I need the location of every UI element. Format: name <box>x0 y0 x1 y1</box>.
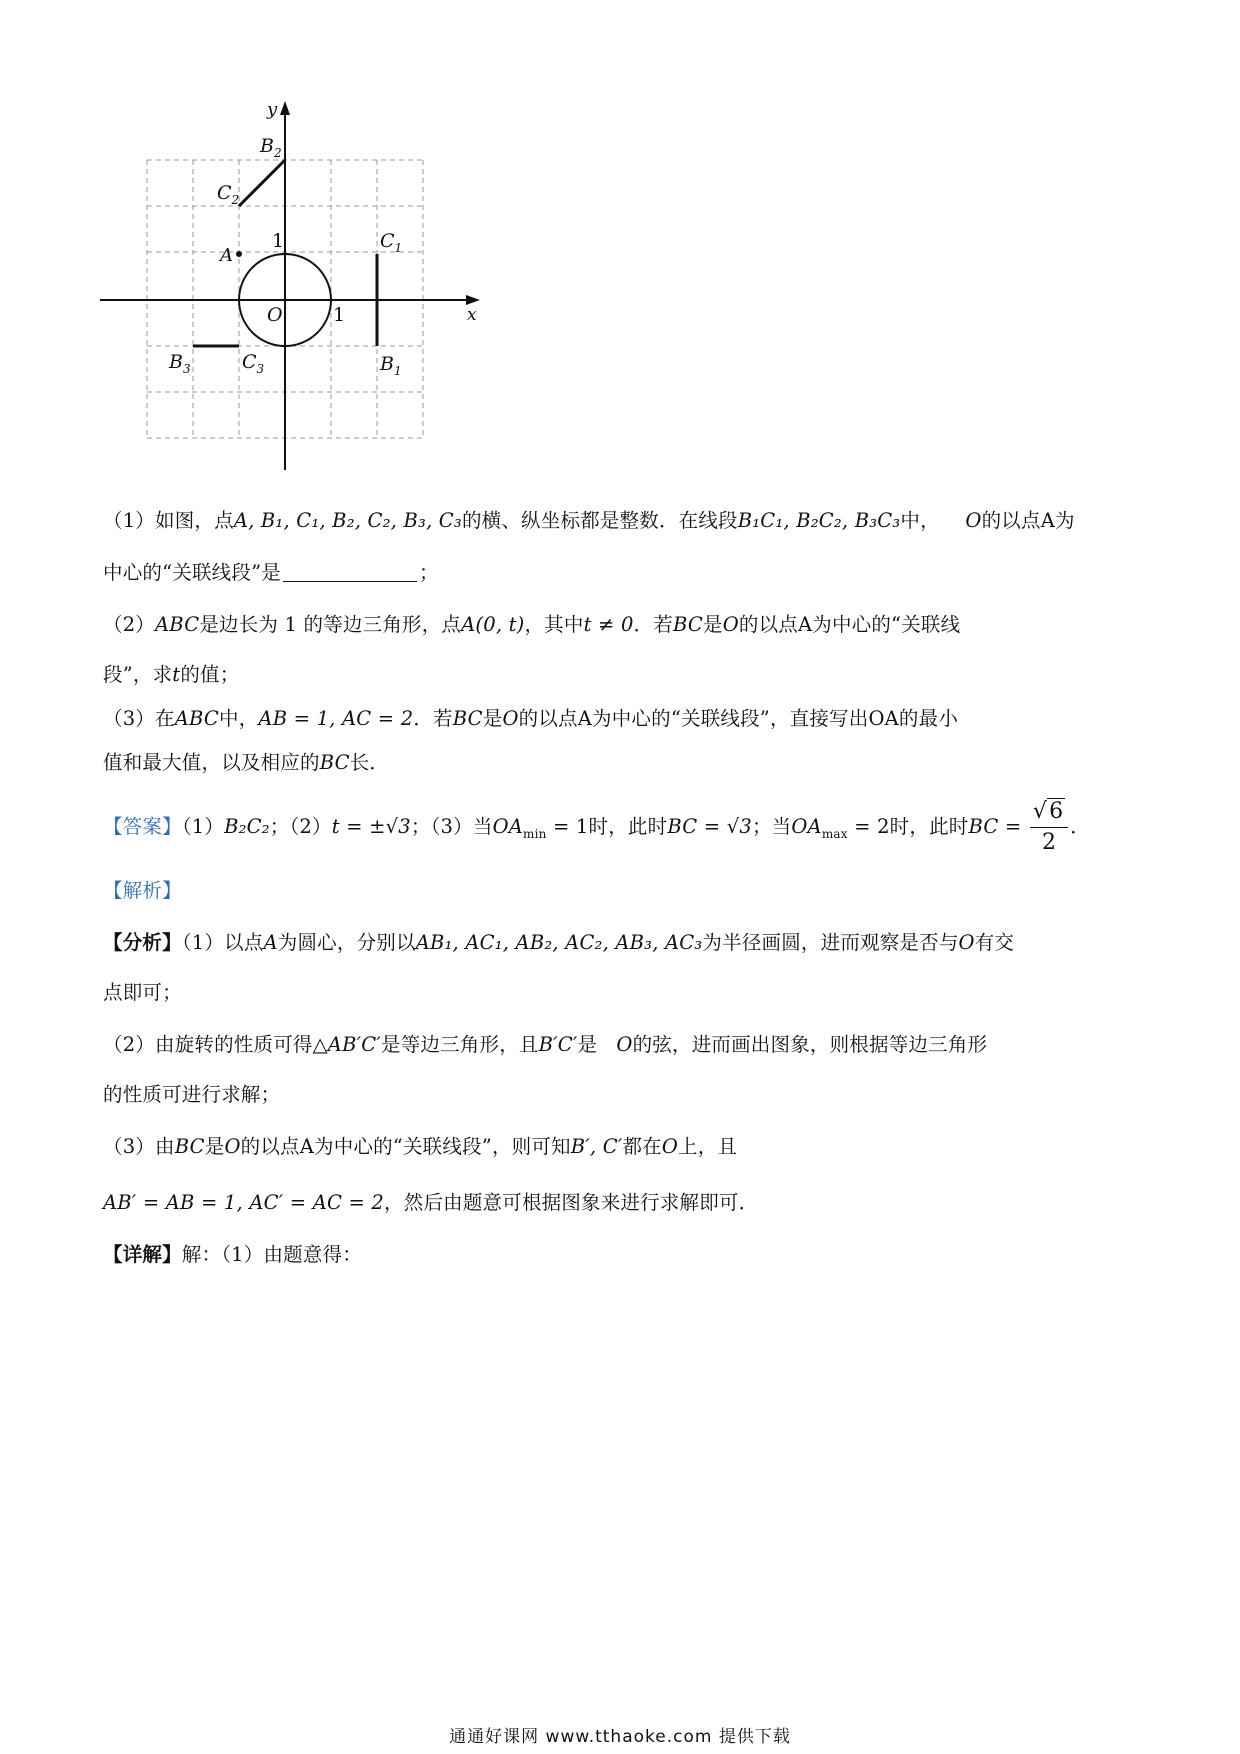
label-a: A <box>220 245 233 266</box>
label-c2: $C_2$ <box>217 182 240 207</box>
detail-line: 【详解】解：（1）由题意得： <box>103 1243 362 1266</box>
label-b3: $B_3$ <box>169 351 191 376</box>
answer-line: 【答案】（1）B₂C₂；（2）t = ±√3；（3）当$OA_{min} = 1$时，此时BC = √3；当$OA_{max} = 2$时，此时BC = $\frac{√6}{2}$ ． <box>103 799 1090 855</box>
segment-b2c2 <box>239 160 285 206</box>
coordinate-plane <box>100 95 490 480</box>
analysis-3-line1: （3）由BC是O的以点A为中心的“关联线段”，则可知B′, C′都在O上，且 <box>103 1135 738 1158</box>
question-1-line2: 中心的“关联线段”是 ； <box>103 561 439 584</box>
y-axis-label: y <box>267 99 278 120</box>
fenxi-line2: 点即可； <box>103 981 182 1004</box>
y-tick-1: 1 <box>272 230 285 252</box>
coordinate-figure <box>100 95 490 480</box>
label-b2: $B_2$ <box>260 135 282 160</box>
question-3: （3）在ABC中，AB = 1, AC = 2．若BC是O的以点A为中心的“关联线段”，直接写出OA的最小 <box>103 707 959 730</box>
answer-tag: 【答案】 <box>103 815 182 838</box>
analysis-3-line2: AB′ = AB = 1, AC′ = AC = 2，然后由题意可根据图象来进行求解即可． <box>103 1191 759 1214</box>
x-tick-1: 1 <box>333 304 346 326</box>
footer-source: 通通好课网 www.tthaoke.com 提供下载 <box>449 1727 791 1747</box>
label-b1: $B_1$ <box>380 353 402 378</box>
analysis-2-line1: （2）由旋转的性质可得△AB′C′是等边三角形，且B′C′是 O的弦，进而画出图象，则根据等边三角形 <box>103 1033 988 1056</box>
analysis-2-line2: 的性质可进行求解； <box>103 1083 281 1106</box>
x-axis-label: x <box>467 305 477 325</box>
question-2-line2: 段”，求t的值； <box>103 663 240 686</box>
question-1: （1）如图，点A, B₁, C₁, B₂, C₂, B₃, C₃的横、纵坐标都是整数．在线段B₁C₁, B₂C₂, B₃C₃中， O的以点A为 <box>103 509 1075 532</box>
x-axis-arrow <box>466 295 480 305</box>
analysis-heading: 【解析】 <box>103 879 182 902</box>
origin-label: O <box>267 304 283 326</box>
fenxi-line1: 【分析】（1）以点A为圆心，分别以AB₁, AC₁, AB₂, AC₂, AB₃, AC₃为半径画圆，进而观察是否与O有交 <box>103 931 1015 954</box>
question-3-line2: 值和最大值，以及相应的BC长． <box>103 751 390 774</box>
question-2: （2）ABC是边长为 1 的等边三角形，点A(0, t)，其中t ≠ 0．若BC是O的以点A为中心的“关联线 <box>103 613 961 636</box>
y-axis-arrow <box>280 101 290 115</box>
label-c3: $C_3$ <box>242 351 265 376</box>
label-c1: $C_1$ <box>380 230 403 255</box>
point-a <box>236 251 242 257</box>
answer-blank <box>283 561 417 582</box>
fraction-sqrt6-over-2: $\frac{√6}{2}$ <box>1030 801 1068 854</box>
